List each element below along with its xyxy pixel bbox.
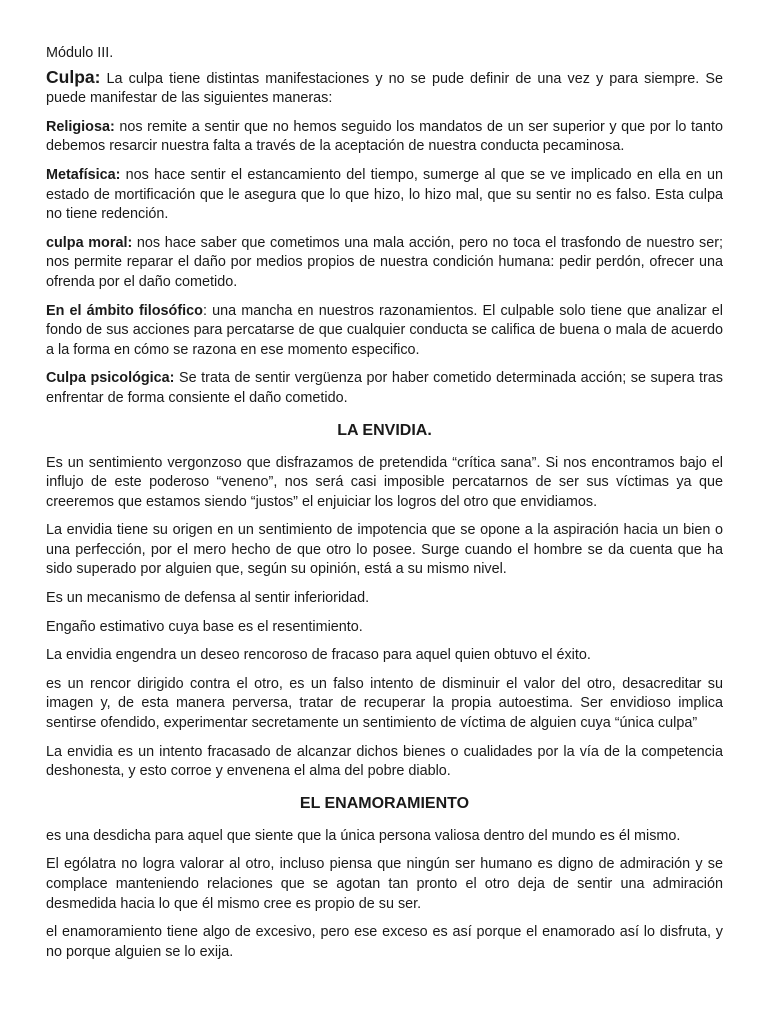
enamoramiento-paragraph: es una desdicha para aquel que siente que la única persona valiosa dentro del mundo es él mismo.: [46, 827, 681, 844]
culpa-filosofico: [46, 302, 723, 361]
heading-envidia: LA ENVIDIA.: [337, 421, 432, 439]
enamoramiento-paragraph: el enamoramiento tiene algo de excesivo, pero ese exceso es así porque el enamorado así lo disfruta, y no porque alguien se lo exija.: [46, 924, 723, 960]
envidia-paragraph: Es un sentimiento vergonzoso que disfrazamos de pretendida “crítica sana”. Si nos encontramos bajo el influjo de este poderoso “veneno”, nos será casi imposible percatarnos de ser sus víctimas ya que creeremos que estamos siendo “justos” el enjuiciar los logros del otro que envidiamos.: [46, 454, 723, 510]
term-culpa-moral: culpa moral:: [46, 234, 133, 251]
envidia-paragraph: Engaño estimativo cuya base es el resentimiento.: [46, 618, 363, 635]
term-filosofico: En el ámbito filosófico: [46, 302, 203, 319]
envidia-paragraph: es un rencor dirigido contra el otro, es un falso intento de disminuir el valor del otro, desacreditar su imagen y, de esta manera perversa, tratar de recuperar la propia autoestima. Ser envidioso implica sentirse ofendido, experimentar secretamente un sentimiento de víctima de alguien cuya “única culpa”: [46, 675, 723, 732]
term-religiosa: Religiosa:: [46, 118, 115, 135]
culpa-psicologica: [46, 369, 723, 408]
text-filosofico: : una mancha en nuestros razonamientos. El culpable solo tiene que analizar el fondo de sus acciones para percatarse de que cualquier conducta se califica de buena o mala de acuerdo a la forma en cómo se razona en ese momento especifico.: [46, 302, 723, 358]
culpa-intro-text: La culpa tiene distintas manifestaciones y no se pude definir de una vez y para siempre. Se puede manifestar de las siguientes maneras:: [46, 70, 723, 107]
module-label: Módulo III.: [46, 45, 114, 61]
envidia-paragraph: Es un mecanismo de defensa al sentir inferioridad.: [46, 590, 370, 607]
culpa-moral: [46, 234, 723, 293]
text-culpa-moral: nos hace saber que cometimos una mala acción, pero no toca el trasfondo de nuestro ser; nos permite reparar el daño por medios propios de nuestra condición humana: pedir perdón, ofrecer una ofrenda por el daño cometido.: [46, 234, 723, 290]
culpa-religiosa: [46, 118, 723, 157]
document-page: [46, 44, 723, 971]
heading-enamoramiento: EL ENAMORAMIENTO: [299, 794, 470, 812]
text-psicologica: Se trata de sentir vergüenza por haber cometido determinada acción; se supera tras enfrentar de forma consiente el daño cometido.: [46, 370, 724, 406]
envidia-paragraph: La envidia tiene su origen en un sentimiento de impotencia que se opone a la aspiración hacia un bien o una perfección, por el mero hecho de que otro lo posee. Surge cuando el hombre se da cuenta que ha sido superado por alguien que, según su opinión, está a su mismo nivel.: [46, 522, 723, 578]
text-religiosa: nos remite a sentir que no hemos seguido los mandatos de un ser superior y que por lo tanto debemos resarcir nuestra falta a través de la aceptación de nuestra conducta pecaminosa.: [46, 118, 723, 155]
culpa-metafisica: [46, 166, 723, 225]
term-metafisica: Metafísica:: [46, 166, 121, 183]
envidia-paragraph: La envidia es un intento fracasado de alcanzar dichos bienes o cualidades por la vía de la competencia deshonesta, y esto corroe y envenena el alma del pobre diablo.: [46, 743, 723, 780]
term-psicologica: Culpa psicológica:: [46, 370, 175, 387]
text-metafisica: nos hace sentir el estancamiento del tiempo, sumerge al que se ve implicado en ella en un estado de mortificación que le asegura que lo que hizo, lo hizo mal, que su sentir no es falso. Esta culpa no tiene redención.: [46, 166, 723, 223]
envidia-paragraph: La envidia engendra un deseo rencoroso de fracaso para aquel quien obtuvo el éxito.: [46, 647, 591, 664]
culpa-term: Culpa:: [46, 66, 101, 87]
culpa-intro: [46, 68, 723, 109]
enamoramiento-paragraph: El ególatra no logra valorar al otro, incluso piensa que ningún ser humano es digno de admiración y se complace manteniendo relaciones que se agotan tan pronto el otro deja de sentir una admiración desmedida hacia lo que él mismo cree es propio de su ser.: [46, 856, 723, 912]
